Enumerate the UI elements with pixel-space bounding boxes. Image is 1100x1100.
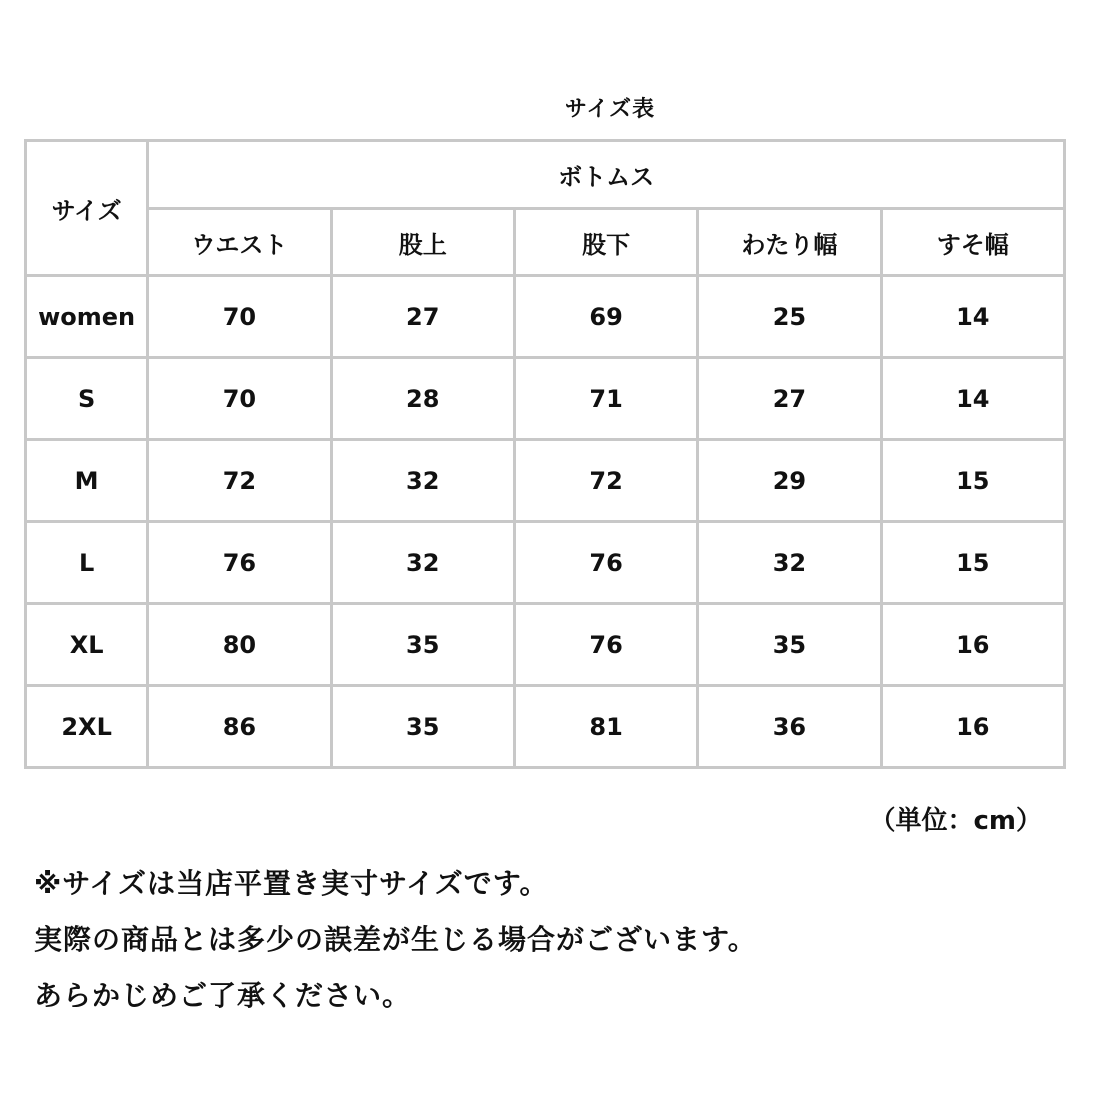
table-cell: 28 — [331, 358, 514, 440]
size-label: 2XL — [26, 686, 148, 768]
column-header-rise: 股上 — [331, 209, 514, 276]
table-cell: 32 — [331, 522, 514, 604]
table-cell: 16 — [881, 604, 1064, 686]
size-table — [24, 139, 1066, 769]
table-cell: 14 — [881, 276, 1064, 358]
page-title: サイズ表 — [564, 97, 656, 122]
table-cell: 14 — [881, 358, 1064, 440]
note-line: あらかじめご了承ください。 — [34, 979, 412, 1012]
size-column-header: サイズ — [26, 141, 148, 276]
table-row — [26, 276, 1065, 358]
table-cell: 76 — [514, 522, 697, 604]
table-cell: 36 — [698, 686, 881, 768]
header-row-columns — [26, 209, 1065, 276]
note-line: ※サイズは当店平置き実寸サイズです。 — [34, 867, 549, 900]
table-cell: 27 — [698, 358, 881, 440]
table-cell: 76 — [148, 522, 331, 604]
table-row — [26, 440, 1065, 522]
table-row — [26, 358, 1065, 440]
table-cell: 80 — [148, 604, 331, 686]
table-cell: 72 — [514, 440, 697, 522]
table-cell: 72 — [148, 440, 331, 522]
table-cell: 35 — [698, 604, 881, 686]
table-cell: 16 — [881, 686, 1064, 768]
table-cell: 86 — [148, 686, 331, 768]
column-header-hem-width: すそ幅 — [881, 209, 1064, 276]
table-cell: 32 — [698, 522, 881, 604]
column-header-thigh-width: わたり幅 — [698, 209, 881, 276]
column-header-inseam: 股下 — [514, 209, 697, 276]
header-row-group — [26, 141, 1065, 209]
table-cell: 76 — [514, 604, 697, 686]
table-cell: 69 — [514, 276, 697, 358]
table-cell: 71 — [514, 358, 697, 440]
table-cell: 27 — [331, 276, 514, 358]
column-header-waist: ウエスト — [148, 209, 331, 276]
table-cell: 35 — [331, 686, 514, 768]
table-cell: 32 — [331, 440, 514, 522]
note-line: 実際の商品とは多少の誤差が生じる場合がございます。 — [34, 923, 757, 956]
table-cell: 35 — [331, 604, 514, 686]
table-row — [26, 604, 1065, 686]
table-cell: 70 — [148, 276, 331, 358]
table-cell: 29 — [698, 440, 881, 522]
table-row — [26, 522, 1065, 604]
size-label: M — [26, 440, 148, 522]
notes-block — [34, 856, 757, 1024]
bottoms-group-header: ボトムス — [148, 141, 1065, 209]
table-cell: 70 — [148, 358, 331, 440]
size-label: S — [26, 358, 148, 440]
table-cell: 81 — [514, 686, 697, 768]
size-label: XL — [26, 604, 148, 686]
size-label: L — [26, 522, 148, 604]
table-cell: 15 — [881, 522, 1064, 604]
size-label: women — [26, 276, 148, 358]
table-cell: 15 — [881, 440, 1064, 522]
table-row — [26, 686, 1065, 768]
unit-note: （単位：cm） — [869, 806, 1042, 836]
table-cell: 25 — [698, 276, 881, 358]
